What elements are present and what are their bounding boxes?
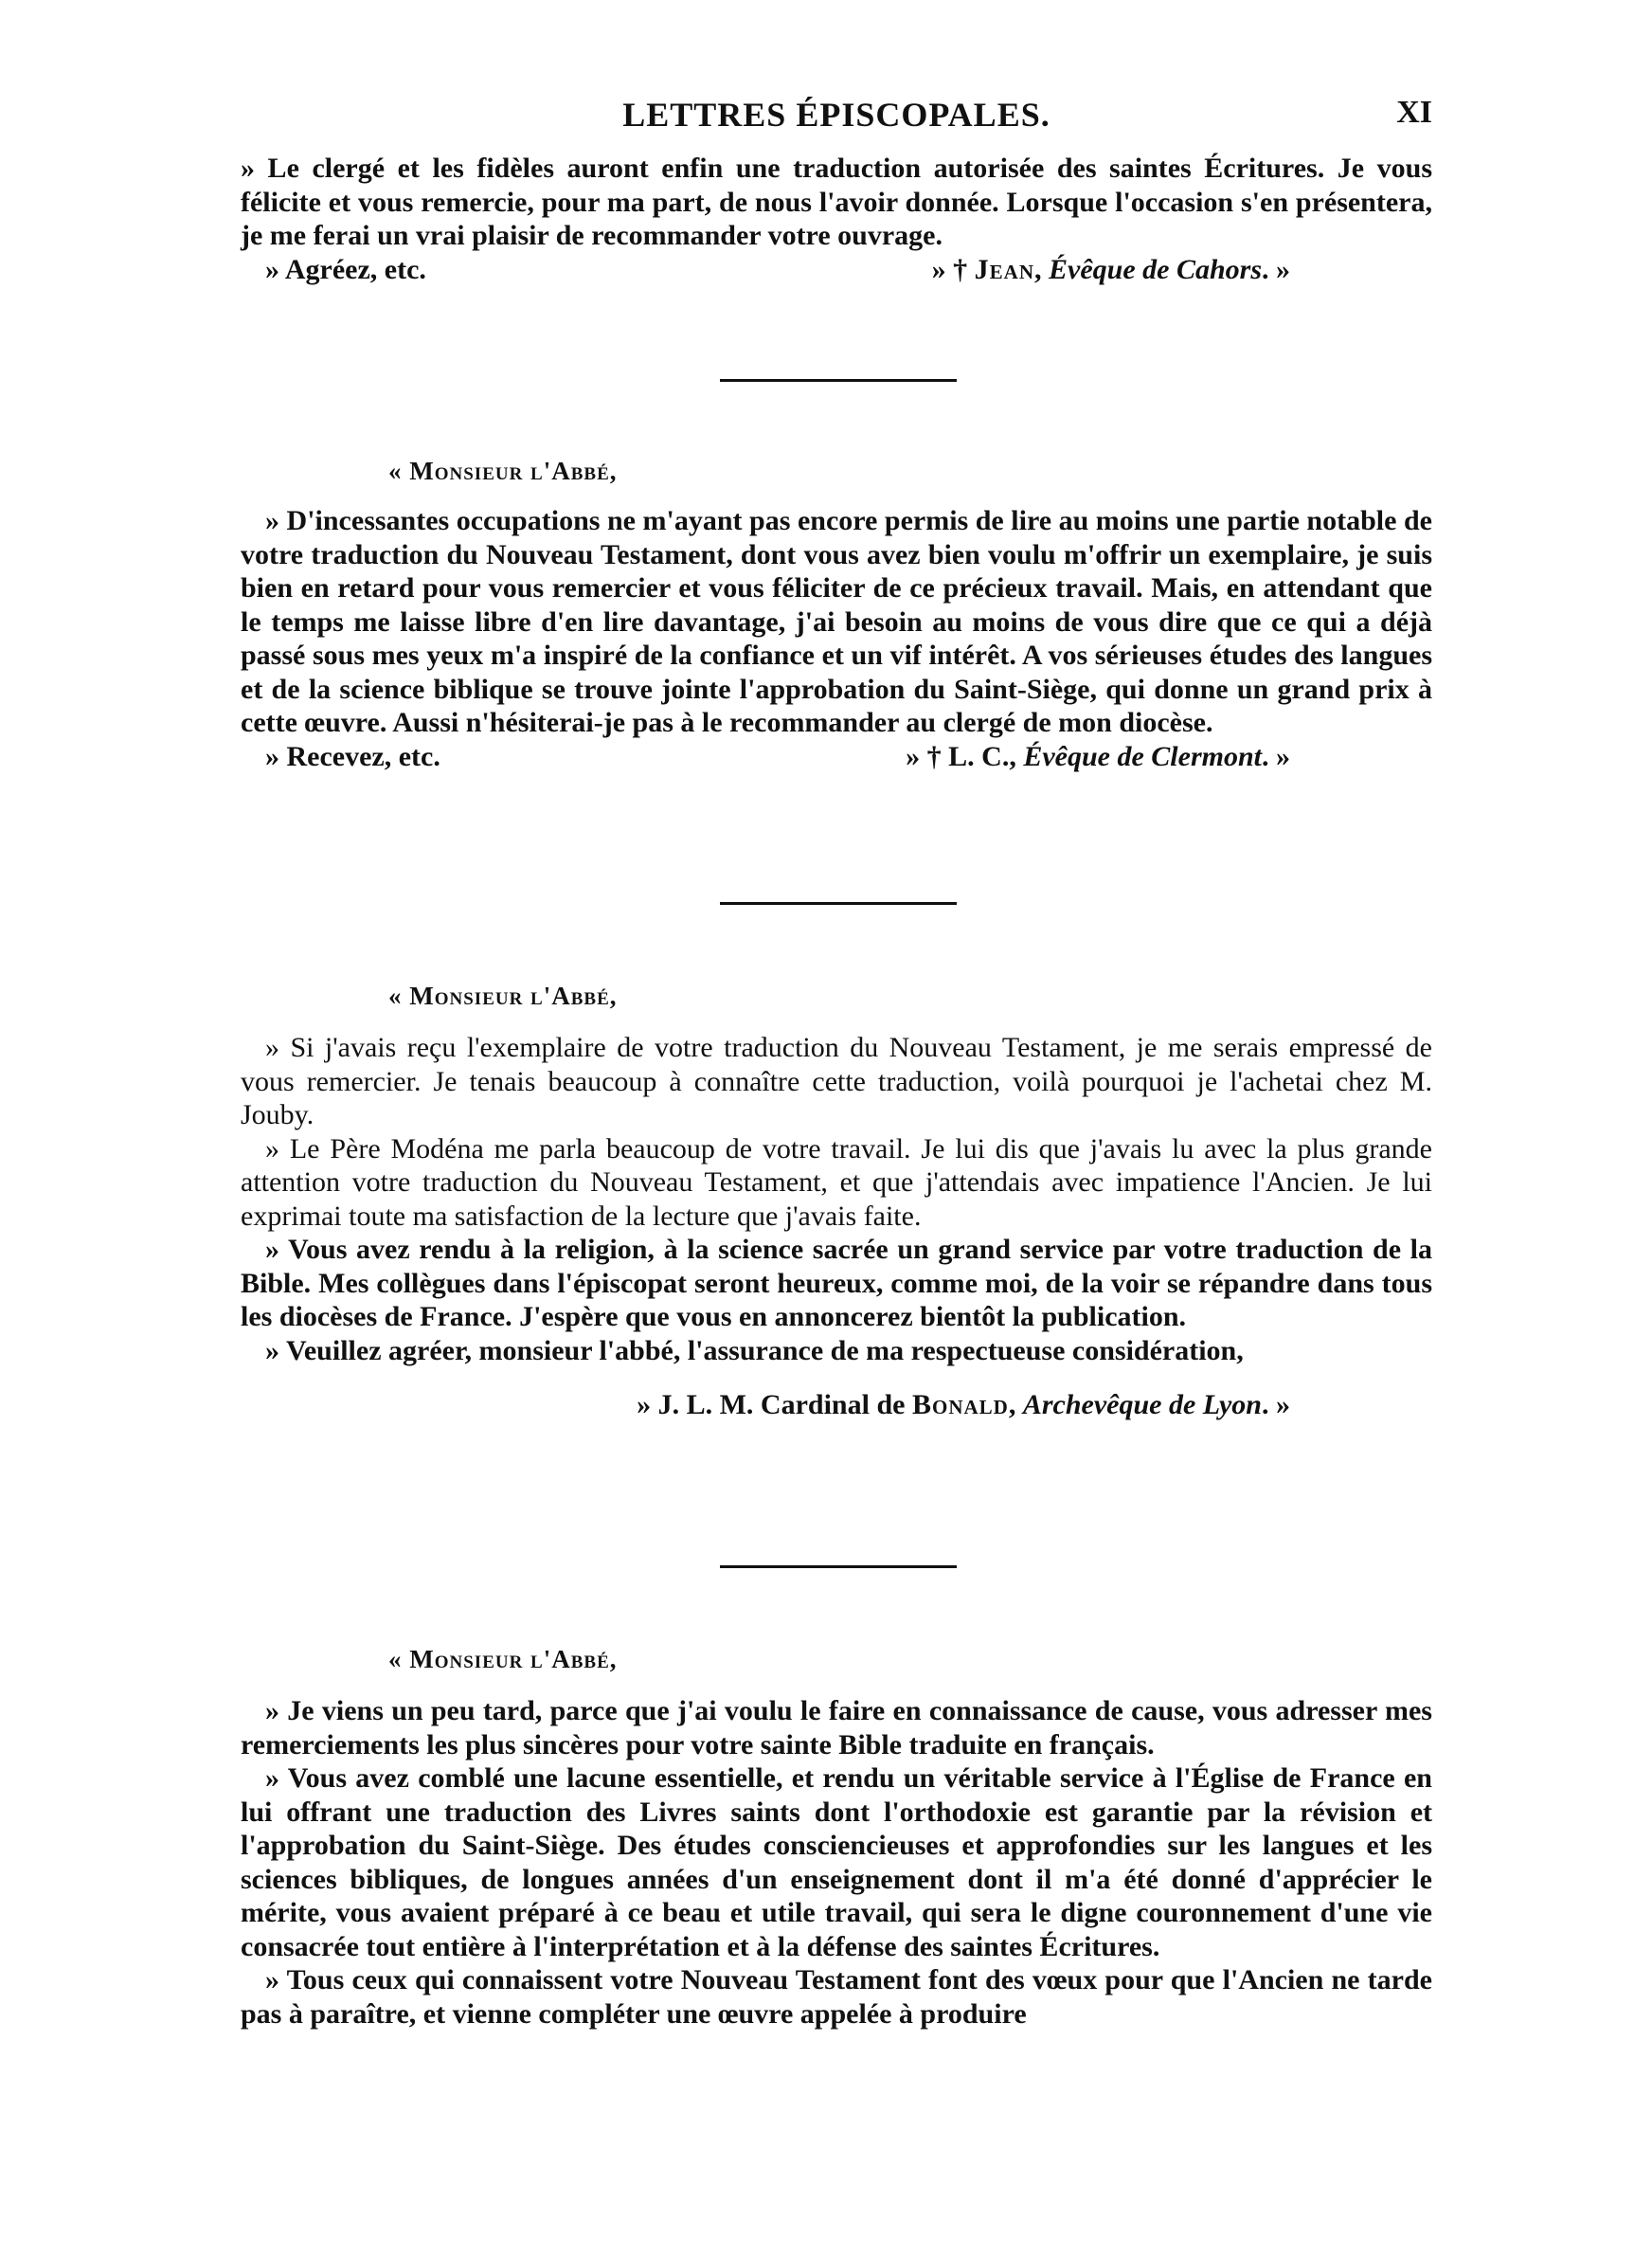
letter-3-paragraph: » Veuillez agréer, monsieur l'abbé, l'assurance de ma respectueuse considération, xyxy=(265,1334,1244,1366)
letter-3 xyxy=(241,1031,1432,1422)
letter-1 xyxy=(241,152,1432,286)
letter-2-closing: » Recevez, etc. xyxy=(265,740,440,772)
letter-3-salutation: « Monsieur l'Abbé, xyxy=(388,982,618,1010)
letter-1-closing-line xyxy=(241,253,1432,287)
separator-rule xyxy=(720,1565,957,1568)
letter-1-closing: » Agréez, etc. xyxy=(265,253,426,285)
separator-rule xyxy=(720,379,957,382)
letter-2 xyxy=(241,504,1432,773)
letter-1-signature: » † Jean, Évêque de Cahors. » xyxy=(931,253,1290,285)
letter-3-signature: » J. L. M. Cardinal de Bonald, Archevêque de Lyon. » xyxy=(637,1389,1290,1420)
letter-1-paragraph: » Le clergé et les fidèles auront enfin une traduction autorisée des saintes Écritures. Je vous félicite et vous remercie, pour ma part, de nous l'avoir donnée. Lorsque l'occasion s'en présentera, je me ferai un vrai plaisir de recommander votre ouvrage. xyxy=(241,153,1432,251)
letter-3-paragraph: » Vous avez rendu à la religion, à la science sacrée un grand service par votre traduction de la Bible. Mes collègues dans l'épiscopat seront heureux, comme moi, de la voir se répandre dans tous les diocèses de France. J'espère que vous en annoncerez bientôt la publication. xyxy=(241,1234,1432,1332)
letter-3-paragraph: » Si j'avais reçu l'exemplaire de votre traduction du Nouveau Testament, je me serais empressé de vous remercier. Je tenais beaucoup à connaître cette traduction, voilà pourquoi je l'achetai chez M. Jouby. xyxy=(241,1032,1432,1130)
letter-2-salutation: « Monsieur l'Abbé, xyxy=(388,457,618,485)
separator-rule xyxy=(720,902,957,905)
letter-4-salutation: « Monsieur l'Abbé, xyxy=(388,1645,618,1673)
letter-3-paragraph: » Le Père Modéna me parla beaucoup de votre travail. Je lui dis que j'avais lu avec la plus grande attention votre traduction du Nouveau Testament, et que j'attendais avec impatience l'Ancien. Je lui exprimai toute ma satisfaction de la lecture que j'avais faite. xyxy=(241,1132,1432,1232)
letter-4-paragraph: » Je viens un peu tard, parce que j'ai voulu le faire en connaissance de cause, vous adresser mes remerciements les plus sincères pour votre sainte Bible traduite en français. xyxy=(241,1695,1432,1760)
page-header xyxy=(241,95,1432,136)
letter-4-paragraph: » Tous ceux qui connaissent votre Nouveau Testament font des vœux pour que l'Ancien ne tarde pas à paraître, et vienne compléter une œuvre appelée à produire xyxy=(241,1964,1432,2030)
letter-2-closing-line xyxy=(241,740,1432,774)
letter-4-paragraph: » Vous avez comblé une lacune essentielle, et rendu un véritable service à l'Église de France en lui offrant une traduction des Livres saints dont l'orthodoxie est garantie par la révision et l'approbation du Saint-Siège. Des études consciencieuses et approfondies sur les langues et les sciences bibliques, de longues années d'un enseignement dont il m'a été donné d'apprécier le mérite, vous avaient préparé à ce beau et utile travail, qui sera le digne couronnement d'une vie consacrée tout entière à l'interprétation et à la défense des saintes Écritures. xyxy=(241,1762,1432,1962)
letter-2-paragraph: » D'incessantes occupations ne m'ayant pas encore permis de lire au moins une partie notable de votre traduction du Nouveau Testament, dont vous avez bien voulu m'offrir un exemplaire, je suis bien en retard pour vous remercier et vous féliciter de ce précieux travail. Mais, en attendant que le temps me laisse libre d'en lire davantage, j'ai besoin au moins de vous dire que ce qui a déjà passé sous mes yeux m'a inspiré de la confiance et un vif intérêt. A vos sérieuses études des langues et de la science biblique se trouve jointe l'approbation du Saint-Siège, qui donne un grand prix à cette œuvre. Aussi n'hésiterai-je pas à le recommander au clergé de mon diocèse. xyxy=(241,505,1432,738)
page-number: XI xyxy=(1396,95,1432,130)
running-title: LETTRES ÉPISCOPALES. xyxy=(622,96,1050,134)
letter-4 xyxy=(241,1694,1432,2031)
letter-2-signature: » † L. C., Évêque de Clermont. » xyxy=(906,740,1290,772)
